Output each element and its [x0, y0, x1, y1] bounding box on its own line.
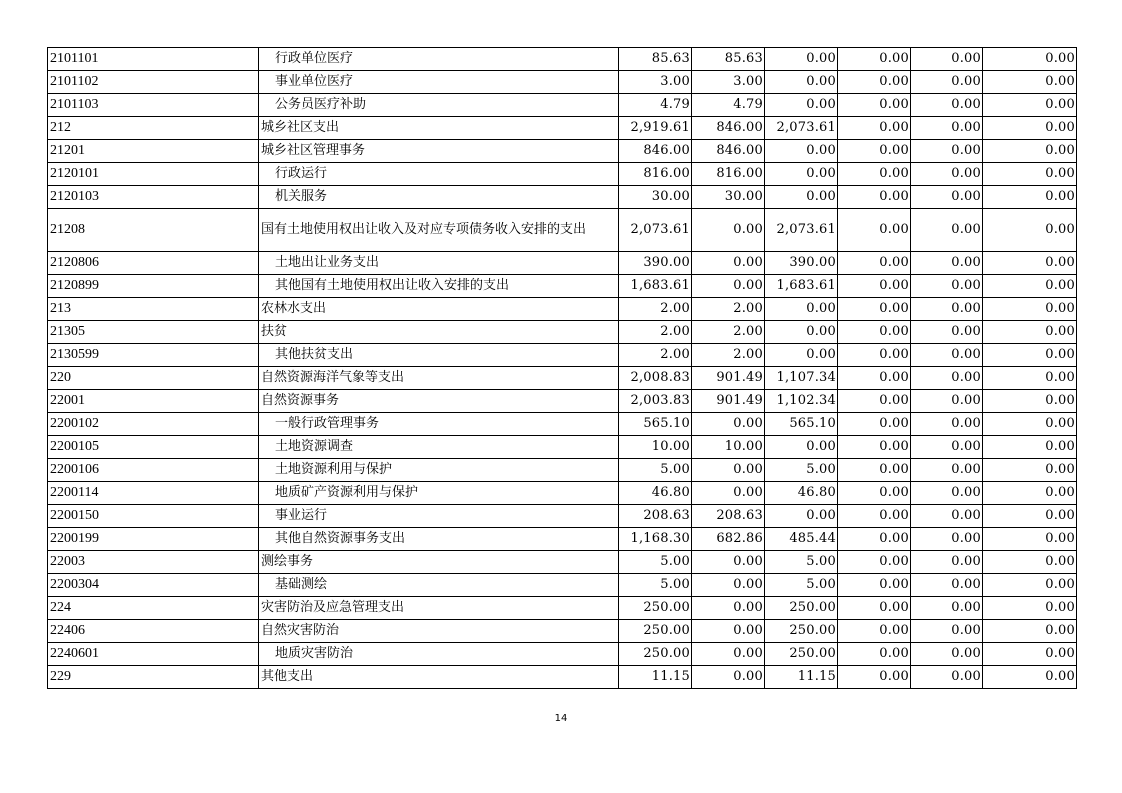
- item-name-cell: 公务员医疗补助: [259, 94, 619, 117]
- amount-cell: 0.00: [911, 390, 983, 413]
- basic-expenditure-cell: 2.00: [692, 298, 765, 321]
- project-expenditure-cell: 0.00: [765, 48, 838, 71]
- item-name-cell: 自然灾害防治: [259, 620, 619, 643]
- amount-cell: 0.00: [838, 597, 911, 620]
- item-name-cell: 城乡社区支出: [259, 117, 619, 140]
- item-name-cell: 国有土地使用权出让收入及对应专项债务收入安排的支出: [259, 209, 619, 252]
- table-row: [48, 321, 1077, 344]
- amount-cell: 0.00: [911, 367, 983, 390]
- amount-cell: 0.00: [983, 666, 1077, 689]
- total-amount-cell: 250.00: [619, 643, 692, 666]
- classification-code-cell: 22003: [48, 551, 259, 574]
- item-name-cell: 土地资源利用与保护: [259, 459, 619, 482]
- amount-cell: 0.00: [911, 94, 983, 117]
- classification-code-cell: 2200102: [48, 413, 259, 436]
- item-name-cell: 自然资源海洋气象等支出: [259, 367, 619, 390]
- total-amount-cell: 11.15: [619, 666, 692, 689]
- basic-expenditure-cell: 2.00: [692, 321, 765, 344]
- amount-cell: 0.00: [911, 436, 983, 459]
- total-amount-cell: 85.63: [619, 48, 692, 71]
- amount-cell: 0.00: [911, 71, 983, 94]
- amount-cell: 0.00: [983, 163, 1077, 186]
- table-row: [48, 71, 1077, 94]
- amount-cell: 0.00: [838, 48, 911, 71]
- item-name-cell: 地质矿产资源利用与保护: [259, 482, 619, 505]
- amount-cell: 0.00: [911, 48, 983, 71]
- amount-cell: 0.00: [838, 344, 911, 367]
- amount-cell: 0.00: [838, 643, 911, 666]
- item-name-cell: 扶贫: [259, 321, 619, 344]
- total-amount-cell: 208.63: [619, 505, 692, 528]
- amount-cell: 0.00: [911, 505, 983, 528]
- table-row: [48, 163, 1077, 186]
- total-amount-cell: 5.00: [619, 551, 692, 574]
- basic-expenditure-cell: 0.00: [692, 574, 765, 597]
- amount-cell: 0.00: [838, 551, 911, 574]
- item-name-cell: 事业运行: [259, 505, 619, 528]
- total-amount-cell: 390.00: [619, 252, 692, 275]
- total-amount-cell: 2,919.61: [619, 117, 692, 140]
- amount-cell: 0.00: [911, 298, 983, 321]
- classification-code-cell: 2240601: [48, 643, 259, 666]
- amount-cell: 0.00: [838, 436, 911, 459]
- amount-cell: 0.00: [911, 209, 983, 252]
- table-row: [48, 344, 1077, 367]
- classification-code-cell: 22406: [48, 620, 259, 643]
- amount-cell: 0.00: [838, 666, 911, 689]
- basic-expenditure-cell: 0.00: [692, 459, 765, 482]
- table-row: [48, 574, 1077, 597]
- total-amount-cell: 5.00: [619, 574, 692, 597]
- basic-expenditure-cell: 816.00: [692, 163, 765, 186]
- amount-cell: 0.00: [983, 597, 1077, 620]
- amount-cell: 0.00: [838, 321, 911, 344]
- amount-cell: 0.00: [838, 574, 911, 597]
- table-row: [48, 140, 1077, 163]
- table-row: [48, 643, 1077, 666]
- basic-expenditure-cell: 846.00: [692, 140, 765, 163]
- total-amount-cell: 2,008.83: [619, 367, 692, 390]
- basic-expenditure-cell: 10.00: [692, 436, 765, 459]
- classification-code-cell: 2120101: [48, 163, 259, 186]
- total-amount-cell: 1,168.30: [619, 528, 692, 551]
- total-amount-cell: 4.79: [619, 94, 692, 117]
- project-expenditure-cell: 250.00: [765, 597, 838, 620]
- item-name-cell: 机关服务: [259, 186, 619, 209]
- item-name-cell: 其他支出: [259, 666, 619, 689]
- amount-cell: 0.00: [838, 209, 911, 252]
- table-row: [48, 436, 1077, 459]
- table-row: [48, 482, 1077, 505]
- classification-code-cell: 224: [48, 597, 259, 620]
- item-name-cell: 土地资源调查: [259, 436, 619, 459]
- item-name-cell: 自然资源事务: [259, 390, 619, 413]
- total-amount-cell: 5.00: [619, 459, 692, 482]
- amount-cell: 0.00: [838, 620, 911, 643]
- table-row: [48, 298, 1077, 321]
- amount-cell: 0.00: [983, 390, 1077, 413]
- basic-expenditure-cell: 208.63: [692, 505, 765, 528]
- total-amount-cell: 2.00: [619, 344, 692, 367]
- project-expenditure-cell: 565.10: [765, 413, 838, 436]
- total-amount-cell: 816.00: [619, 163, 692, 186]
- classification-code-cell: 2200199: [48, 528, 259, 551]
- classification-code-cell: 2200114: [48, 482, 259, 505]
- amount-cell: 0.00: [983, 344, 1077, 367]
- basic-expenditure-cell: 0.00: [692, 252, 765, 275]
- amount-cell: 0.00: [983, 252, 1077, 275]
- amount-cell: 0.00: [983, 275, 1077, 298]
- table-row: [48, 551, 1077, 574]
- project-expenditure-cell: 0.00: [765, 186, 838, 209]
- project-expenditure-cell: 0.00: [765, 505, 838, 528]
- amount-cell: 0.00: [838, 71, 911, 94]
- table-body: [48, 48, 1077, 689]
- amount-cell: 0.00: [983, 436, 1077, 459]
- basic-expenditure-cell: 0.00: [692, 482, 765, 505]
- classification-code-cell: 2101102: [48, 71, 259, 94]
- amount-cell: 0.00: [911, 528, 983, 551]
- amount-cell: 0.00: [983, 117, 1077, 140]
- project-expenditure-cell: 0.00: [765, 163, 838, 186]
- classification-code-cell: 212: [48, 117, 259, 140]
- project-expenditure-cell: 0.00: [765, 436, 838, 459]
- classification-code-cell: 21305: [48, 321, 259, 344]
- table-row: [48, 528, 1077, 551]
- table-row: [48, 597, 1077, 620]
- amount-cell: 0.00: [911, 140, 983, 163]
- amount-cell: 0.00: [983, 186, 1077, 209]
- classification-code-cell: 213: [48, 298, 259, 321]
- table-row: [48, 666, 1077, 689]
- amount-cell: 0.00: [911, 413, 983, 436]
- amount-cell: 0.00: [838, 459, 911, 482]
- basic-expenditure-cell: 2.00: [692, 344, 765, 367]
- total-amount-cell: 10.00: [619, 436, 692, 459]
- basic-expenditure-cell: 0.00: [692, 666, 765, 689]
- total-amount-cell: 565.10: [619, 413, 692, 436]
- basic-expenditure-cell: 901.49: [692, 390, 765, 413]
- total-amount-cell: 1,683.61: [619, 275, 692, 298]
- project-expenditure-cell: 250.00: [765, 643, 838, 666]
- classification-code-cell: 2130599: [48, 344, 259, 367]
- amount-cell: 0.00: [911, 597, 983, 620]
- item-name-cell: 土地出让业务支出: [259, 252, 619, 275]
- amount-cell: 0.00: [911, 666, 983, 689]
- item-name-cell: 农林水支出: [259, 298, 619, 321]
- amount-cell: 0.00: [911, 163, 983, 186]
- amount-cell: 0.00: [838, 528, 911, 551]
- amount-cell: 0.00: [983, 209, 1077, 252]
- amount-cell: 0.00: [983, 643, 1077, 666]
- table-row: [48, 459, 1077, 482]
- amount-cell: 0.00: [911, 620, 983, 643]
- amount-cell: 0.00: [838, 413, 911, 436]
- basic-expenditure-cell: 0.00: [692, 620, 765, 643]
- basic-expenditure-cell: 0.00: [692, 209, 765, 252]
- basic-expenditure-cell: 0.00: [692, 413, 765, 436]
- project-expenditure-cell: 5.00: [765, 551, 838, 574]
- item-name-cell: 行政运行: [259, 163, 619, 186]
- project-expenditure-cell: 1,102.34: [765, 390, 838, 413]
- amount-cell: 0.00: [983, 71, 1077, 94]
- amount-cell: 0.00: [911, 574, 983, 597]
- item-name-cell: 其他自然资源事务支出: [259, 528, 619, 551]
- amount-cell: 0.00: [838, 140, 911, 163]
- total-amount-cell: 2.00: [619, 298, 692, 321]
- table-row: [48, 252, 1077, 275]
- amount-cell: 0.00: [983, 48, 1077, 71]
- table-row: [48, 275, 1077, 298]
- project-expenditure-cell: 0.00: [765, 94, 838, 117]
- amount-cell: 0.00: [983, 505, 1077, 528]
- basic-expenditure-cell: 30.00: [692, 186, 765, 209]
- project-expenditure-cell: 5.00: [765, 459, 838, 482]
- amount-cell: 0.00: [838, 275, 911, 298]
- amount-cell: 0.00: [983, 413, 1077, 436]
- item-name-cell: 行政单位医疗: [259, 48, 619, 71]
- classification-code-cell: 21208: [48, 209, 259, 252]
- total-amount-cell: 30.00: [619, 186, 692, 209]
- item-name-cell: 城乡社区管理事务: [259, 140, 619, 163]
- amount-cell: 0.00: [911, 186, 983, 209]
- table-row: [48, 94, 1077, 117]
- total-amount-cell: 846.00: [619, 140, 692, 163]
- project-expenditure-cell: 0.00: [765, 344, 838, 367]
- classification-code-cell: 2200106: [48, 459, 259, 482]
- basic-expenditure-cell: 0.00: [692, 643, 765, 666]
- total-amount-cell: 2.00: [619, 321, 692, 344]
- total-amount-cell: 250.00: [619, 620, 692, 643]
- amount-cell: 0.00: [838, 117, 911, 140]
- table-row: [48, 117, 1077, 140]
- project-expenditure-cell: 2,073.61: [765, 209, 838, 252]
- classification-code-cell: 21201: [48, 140, 259, 163]
- project-expenditure-cell: 0.00: [765, 71, 838, 94]
- amount-cell: 0.00: [911, 482, 983, 505]
- amount-cell: 0.00: [983, 321, 1077, 344]
- amount-cell: 0.00: [838, 252, 911, 275]
- table-row: [48, 505, 1077, 528]
- amount-cell: 0.00: [911, 459, 983, 482]
- amount-cell: 0.00: [983, 367, 1077, 390]
- amount-cell: 0.00: [983, 298, 1077, 321]
- item-name-cell: 灾害防治及应急管理支出: [259, 597, 619, 620]
- basic-expenditure-cell: 682.86: [692, 528, 765, 551]
- amount-cell: 0.00: [983, 551, 1077, 574]
- classification-code-cell: 2101101: [48, 48, 259, 71]
- amount-cell: 0.00: [838, 298, 911, 321]
- amount-cell: 0.00: [911, 321, 983, 344]
- total-amount-cell: 250.00: [619, 597, 692, 620]
- amount-cell: 0.00: [983, 459, 1077, 482]
- amount-cell: 0.00: [911, 551, 983, 574]
- total-amount-cell: 46.80: [619, 482, 692, 505]
- project-expenditure-cell: 0.00: [765, 298, 838, 321]
- basic-expenditure-cell: 0.00: [692, 597, 765, 620]
- classification-code-cell: 2200304: [48, 574, 259, 597]
- amount-cell: 0.00: [983, 482, 1077, 505]
- budget-table: [47, 47, 1077, 689]
- table-row: [48, 48, 1077, 71]
- amount-cell: 0.00: [911, 344, 983, 367]
- table-row: [48, 367, 1077, 390]
- project-expenditure-cell: 390.00: [765, 252, 838, 275]
- project-expenditure-cell: 5.00: [765, 574, 838, 597]
- amount-cell: 0.00: [838, 163, 911, 186]
- item-name-cell: 地质灾害防治: [259, 643, 619, 666]
- total-amount-cell: 2,003.83: [619, 390, 692, 413]
- item-name-cell: 基础测绘: [259, 574, 619, 597]
- project-expenditure-cell: 485.44: [765, 528, 838, 551]
- total-amount-cell: 2,073.61: [619, 209, 692, 252]
- classification-code-cell: 22001: [48, 390, 259, 413]
- item-name-cell: 一般行政管理事务: [259, 413, 619, 436]
- amount-cell: 0.00: [983, 620, 1077, 643]
- amount-cell: 0.00: [983, 574, 1077, 597]
- amount-cell: 0.00: [838, 482, 911, 505]
- classification-code-cell: 2101103: [48, 94, 259, 117]
- basic-expenditure-cell: 4.79: [692, 94, 765, 117]
- project-expenditure-cell: 2,073.61: [765, 117, 838, 140]
- classification-code-cell: 2120103: [48, 186, 259, 209]
- basic-expenditure-cell: 0.00: [692, 275, 765, 298]
- basic-expenditure-cell: 3.00: [692, 71, 765, 94]
- amount-cell: 0.00: [911, 117, 983, 140]
- page-number: 14: [554, 713, 568, 724]
- amount-cell: 0.00: [838, 186, 911, 209]
- project-expenditure-cell: 11.15: [765, 666, 838, 689]
- project-expenditure-cell: 1,683.61: [765, 275, 838, 298]
- amount-cell: 0.00: [983, 94, 1077, 117]
- amount-cell: 0.00: [911, 275, 983, 298]
- amount-cell: 0.00: [838, 390, 911, 413]
- project-expenditure-cell: 0.00: [765, 140, 838, 163]
- amount-cell: 0.00: [983, 140, 1077, 163]
- table-row: [48, 186, 1077, 209]
- item-name-cell: 其他扶贫支出: [259, 344, 619, 367]
- amount-cell: 0.00: [983, 528, 1077, 551]
- basic-expenditure-cell: 846.00: [692, 117, 765, 140]
- basic-expenditure-cell: 901.49: [692, 367, 765, 390]
- classification-code-cell: 2120806: [48, 252, 259, 275]
- project-expenditure-cell: 250.00: [765, 620, 838, 643]
- classification-code-cell: 220: [48, 367, 259, 390]
- classification-code-cell: 2200105: [48, 436, 259, 459]
- amount-cell: 0.00: [838, 505, 911, 528]
- table-row: [48, 413, 1077, 436]
- amount-cell: 0.00: [838, 94, 911, 117]
- classification-code-cell: 2120899: [48, 275, 259, 298]
- basic-expenditure-cell: 85.63: [692, 48, 765, 71]
- amount-cell: 0.00: [911, 643, 983, 666]
- amount-cell: 0.00: [838, 367, 911, 390]
- table-row: [48, 209, 1077, 252]
- amount-cell: 0.00: [911, 252, 983, 275]
- project-expenditure-cell: 1,107.34: [765, 367, 838, 390]
- total-amount-cell: 3.00: [619, 71, 692, 94]
- basic-expenditure-cell: 0.00: [692, 551, 765, 574]
- item-name-cell: 事业单位医疗: [259, 71, 619, 94]
- table-row: [48, 620, 1077, 643]
- table-row: [48, 390, 1077, 413]
- project-expenditure-cell: 0.00: [765, 321, 838, 344]
- item-name-cell: 其他国有土地使用权出让收入安排的支出: [259, 275, 619, 298]
- classification-code-cell: 2200150: [48, 505, 259, 528]
- classification-code-cell: 229: [48, 666, 259, 689]
- item-name-cell: 测绘事务: [259, 551, 619, 574]
- project-expenditure-cell: 46.80: [765, 482, 838, 505]
